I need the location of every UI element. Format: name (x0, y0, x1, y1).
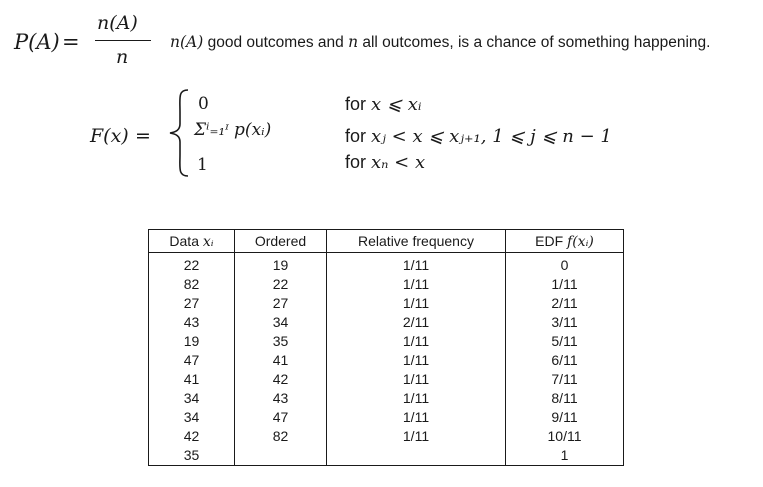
relative-frequency-cell: 1/11 (327, 370, 506, 389)
edf-cell: 5/11 (506, 332, 624, 351)
desc-n: n (348, 33, 359, 51)
header-ordered-text: Ordered (254, 233, 307, 249)
edf-cell: 10/11 (506, 427, 624, 446)
relative-frequency-cell: 1/11 (327, 351, 506, 370)
ordered-cell: 22 (235, 275, 327, 294)
edf-cell: 7/11 (506, 370, 624, 389)
ordered-cell: 27 (235, 294, 327, 313)
ordered-cell: 47 (235, 408, 327, 427)
header-edf (506, 230, 624, 253)
edf-cell: 0 (506, 253, 624, 276)
table-row (149, 313, 624, 332)
data-cell: 43 (149, 313, 235, 332)
case-1-condition (345, 126, 612, 147)
ordered-cell: 42 (235, 370, 327, 389)
relative-frequency-cell: 1/11 (327, 408, 506, 427)
edf-cell: 3/11 (506, 313, 624, 332)
case-2-value: 1 (197, 155, 208, 175)
case-1-kw: for (345, 126, 372, 146)
data-cell: 34 (149, 389, 235, 408)
edf-cell: 2/11 (506, 294, 624, 313)
table-row (149, 427, 624, 446)
probability-description (170, 33, 710, 52)
edf-lhs: F(x) (90, 125, 129, 147)
edf-cell: 8/11 (506, 389, 624, 408)
table-row (149, 446, 624, 466)
relative-frequency-cell: 1/11 (327, 253, 506, 276)
edf-cell: 1 (506, 446, 624, 466)
case-0-condition (345, 94, 421, 115)
case-0-kw: for (345, 94, 372, 114)
relative-frequency-cell: 1/11 (327, 427, 506, 446)
relative-frequency-cell: 1/11 (327, 275, 506, 294)
ordered-cell: 43 (235, 389, 327, 408)
edf-cell: 1/11 (506, 275, 624, 294)
table-header-row (149, 230, 624, 253)
data-cell: 47 (149, 351, 235, 370)
data-cell: 34 (149, 408, 235, 427)
edf-cell: 9/11 (506, 408, 624, 427)
desc-text-2: all outcomes, is a chance of something happening. (358, 34, 711, 51)
relative-frequency-cell: 1/11 (327, 294, 506, 313)
table-row (149, 294, 624, 313)
table-row (149, 408, 624, 427)
table-row (149, 389, 624, 408)
data-cell: 42 (149, 427, 235, 446)
header-edf-text: EDF (535, 232, 568, 249)
case-0-cond-math: x ⩽ xᵢ (371, 94, 422, 115)
probability-numerator: n(A) (97, 12, 138, 34)
edf-table (148, 229, 624, 466)
ordered-cell: 19 (235, 253, 327, 276)
desc-text-1: good outcomes and (203, 34, 349, 51)
case-1-value: Σⁱ₌₁ᶦ p(xᵢ) (194, 120, 272, 140)
probability-equals: = (62, 30, 80, 54)
table-body (149, 253, 624, 466)
header-ordered (235, 230, 327, 253)
probability-denominator: n (116, 46, 129, 68)
ordered-cell: 82 (235, 427, 327, 446)
relative-frequency-cell: 2/11 (327, 313, 506, 332)
header-relfreq-text: Relative frequency (358, 233, 474, 249)
case-2-kw: for (345, 152, 372, 172)
fraction-bar (95, 40, 151, 41)
case-1-cond-math: xⱼ < x ⩽ xⱼ₊₁, 1 ⩽ j ⩽ n − 1 (371, 126, 612, 147)
relative-frequency-cell: 1/11 (327, 332, 506, 351)
ordered-cell (235, 446, 327, 466)
case-0-value: 0 (198, 94, 209, 114)
table-row (149, 351, 624, 370)
desc-na: n(A) (170, 33, 204, 51)
case-2-cond-math: xₙ < x (371, 152, 426, 173)
data-cell: 35 (149, 446, 235, 466)
case-2-condition (345, 152, 425, 173)
data-cell: 19 (149, 332, 235, 351)
edf-equals: = (135, 125, 151, 147)
left-brace-icon (164, 88, 194, 178)
data-cell: 22 (149, 253, 235, 276)
ordered-cell: 41 (235, 351, 327, 370)
probability-lhs: P(A) (14, 30, 60, 54)
relative-frequency-cell: 1/11 (327, 389, 506, 408)
data-cell: 27 (149, 294, 235, 313)
header-relative-frequency (327, 230, 506, 253)
header-edf-math: f(xᵢ) (567, 233, 594, 250)
edf-cell: 6/11 (506, 351, 624, 370)
ordered-cell: 35 (235, 332, 327, 351)
data-cell: 41 (149, 370, 235, 389)
table-row (149, 275, 624, 294)
header-data (149, 230, 235, 253)
ordered-cell: 34 (235, 313, 327, 332)
table-row (149, 370, 624, 389)
table-row (149, 253, 624, 276)
data-cell: 82 (149, 275, 235, 294)
header-data-math: xᵢ (202, 233, 214, 250)
table-row (149, 332, 624, 351)
header-data-text: Data (169, 232, 203, 249)
relative-frequency-cell (327, 446, 506, 466)
